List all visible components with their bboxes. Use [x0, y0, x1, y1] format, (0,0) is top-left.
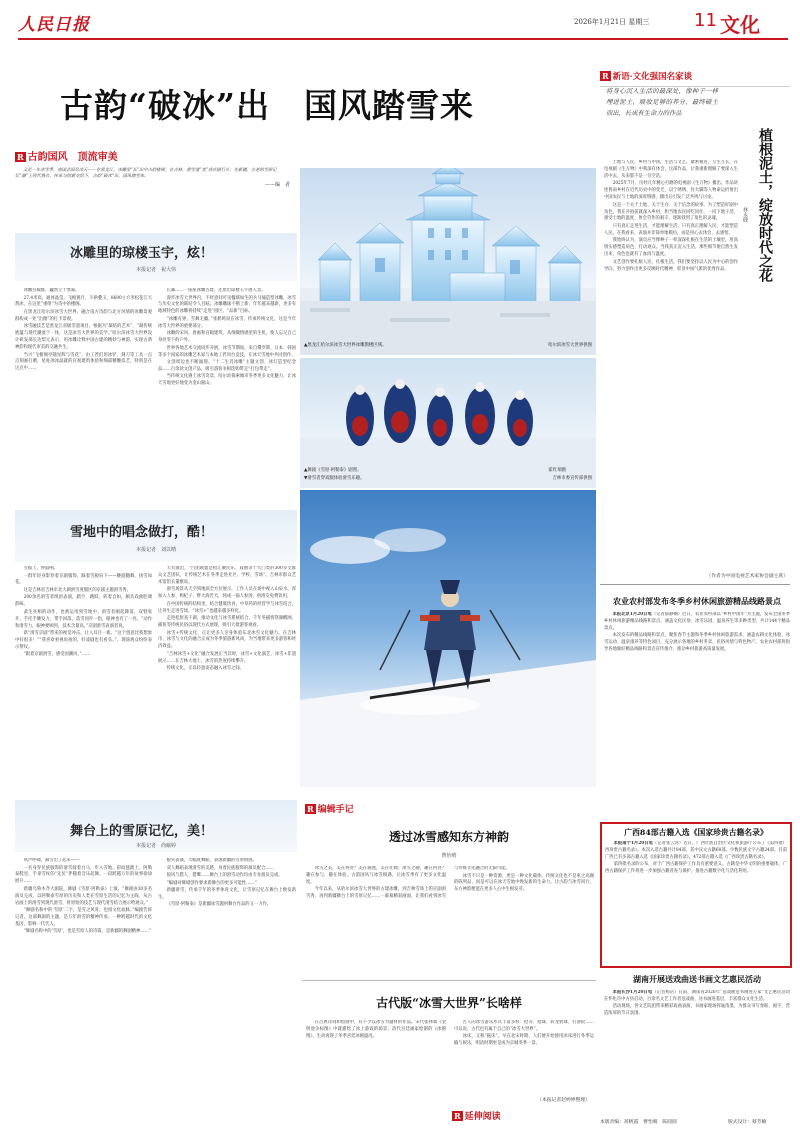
triangle-down-icon: ▼ — [304, 476, 308, 481]
opinion-header: R 新语·文化强国名家谈 — [600, 64, 790, 87]
article4-body: 在古典诗词和绘画中，有不少以冰雪为题材的作品。宋代张择端《金明池争标图》中就描绘了冰上游戏的场景；清代宫廷画家绘制的《冰嬉图》，生动再现了冬季宫廷冰嬉盛况。 古人的冰雪游乐形式丰富多样：抢等、抢球、转龙射球、打滑挞……可以说，古代也有属于自己的“冰雪大世界”。 冰床，又称“拖床”。早在北宋时期，人们便开始使用冰床进行冬季运输与娱乐，明清时期更是成为京城冬季一景。 — [306, 1020, 594, 1047]
article2-col1: 雪披上，锣鼓响。 一群年轻身影穿着京剧服饰，踩着雪板肩下——腰旋翻舞，扬雪如花。 这是吉林省吉林市北大湖滑雪度假区的京剧主题滑雪秀。 200余名滑雪者组团表演，踏空、跳跃、转着自如，颇具戏曲腔调韵味。 武生亮相的动作，也被运用到雪地中。滑雪者刚起降落，双臂张开，手托手腰发力，带手回落，落雪同步一指，眼神也有了一亮。“动作和滑雪力，眼神要顾到，技术含量高。”京剧滑雪表演者说。 新“滑雪京剧”带来的视觉冲击，让人耳目一新。“这个创意比我想象中好很多！”“我喜欢看视角拍的，好戏剧也有看头。”，现场观众纷纷表示赞叹。 “跟着京剧滑雪，感受国潮风，”…… — [15, 566, 152, 658]
editorial-title: 透过冰雪感知东方神韵 — [388, 830, 509, 844]
news1-body: 本报北京1月20日电（记者郁静娴）近日，农业农村部以“乡村中国年”为主题，发布全国冬季乡村休闲旅游精品线路和景点，涵盖文化民俗、冰雪乐园、温泉养生等多种类型，共计144个精品景点。 本次发布的精品线路和景点，聚焦春节主题和冬季乡村休闲旅游需求，涵盖农耕文化体验、冰雪运动、温泉康养等特色项目，充分展示各地的乡村冬景、民俗风情与特色物产。农业农村部将指导各地做好精品线路和景点宣传推介，推动乡村旅游高质量发展。 — [604, 612, 790, 653]
article3-byline: 本报记者 尚喻婷 — [135, 843, 176, 849]
news3-title: 湖南开展送戏曲送书画文艺惠民活动 — [633, 974, 761, 984]
masthead — [18, 8, 788, 40]
article1-title: 冰雕里的琼楼玉宇，炫！ — [70, 246, 214, 261]
divider — [302, 980, 596, 981]
article1-header — [15, 233, 297, 281]
article1-byline: 本报记者 祝大伟 — [135, 267, 176, 273]
news3-body: 本报长沙1月20日电（记者杨洁）日前，湖南省2026年“送戏曲送书画进万家”文艺惠民活动在怀化市中方县启动，百余名文艺工作者送戏曲、送书画进基层，丰富群众文化生活。 活动现场，各文艺院团带来精彩戏曲表演，书画家现场挥毫泼墨，为群众书写春联、福字，营造浓厚的节日氛围。 — [604, 990, 790, 1017]
article3-col2: 板夹表演，大幅度舞蹈，表现新疆的雪原情感。 双人舞蹈表现滑雪的美感，身着民族服饰的演员配合…… 狼风与猎人、猎鹰……舞台上的滑雪动作均由专业演员完成。 “编剧对舞剧创作要求新舞台的更多可能性……” 新疆滑雪，传承千年的冬季体育文化，让雪原记忆在舞台上焕发新生。 《雪原·阿勒泰》是新疆冰雪题材舞台作品的又一力作。 — [158, 858, 296, 908]
photo2-credit-1: 霍红瑞摄 — [548, 468, 566, 473]
article2-header — [15, 510, 297, 562]
r-mark-icon: R — [602, 71, 609, 81]
photo2-caption-2: ▼滑雪者穿戏服体验滑雪乐趣。 — [304, 476, 365, 481]
editorial-label: R 编辑手记 — [307, 804, 354, 815]
intro-editor: ——编 者 — [264, 182, 290, 189]
triangle-icon: ▲ — [304, 468, 308, 473]
news2-box: 广西84部古籍入选《国家珍贵古籍名录》 本报南宁1月20日电（记者张云河）近日，广西壮族自治区文化和旅游厅公布了《第四批广西珍贵古籍名录》。本次入选古籍共计84部，其中汉文古籍60部，少数民族文字古籍24部。目前广西已有多部古籍入选《国家珍贵古籍名录》，472部古籍入选《广西珍贵古籍名录》。 第四批名录的公布，对于广西古籍保护工作具有重要意义。古籍是中华文明的重要载体，广西古籍保护工作将进一步加强古籍普查与保护，推进古籍数字化与活化利用。 — [600, 822, 792, 968]
issue-date: 2026年1月21日 星期三 — [574, 18, 650, 26]
photo2-credit-2: 吉林市委宣传部供图 — [552, 476, 592, 481]
intro-block — [15, 168, 290, 189]
newspaper-logo: 人民日报 — [18, 15, 90, 35]
main-headline: 古韵“破冰”出 国风踏雪来 — [60, 86, 474, 125]
article2-col2: 天有演出，“百团联盟是指汇聚民乐、戏曲等十大门类的300多文群众文艺团队，让传统艺术在冬季走进社区、学校、雪场”。吉林市群众艺术馆馆长董猷说。 滑雪场景从天空到地面全方位展示，工作人员在场中视入山泉水，浑加入人参、枸杞子、胖大海若犬，炖成一锅人参汤，供滑友免费饮用。 在中国传统的结构里，结合健康饮食，中草药的经营学与冰雪结合，让养生走进雪场，“冰雪+”也越来越多样化。 走进松原查干湖，推动文化与冰雪系统结合，千年冬捕将祭湖醒网、捕鱼等传统民俗以现代方式展现，吸引大批游客观看。 冰雪+传统文化，正让更多人亲身体验东北冰雪文化魅力。在吉林市，冰雪与文化的融合正成为冬季旅游新风尚，为当地带来更多游客和经济效益。 “吉林冰雪+文化”融合发展正当其时，冰雪+文化演艺、冰雪+非遗展示……在吉林大地上，冰雪的热度持续攀升。 传统文化，正以轻盈姿态融入冰雪之间。 — [158, 566, 296, 672]
divider — [600, 584, 790, 585]
editorial-author: 曹怡晴 — [441, 853, 457, 859]
news2-title: 广西84部古籍入选《国家珍贵古籍名录》 — [624, 828, 768, 837]
intro-text: 又是一年冰雪季，南国北国尽冰天——在黑龙江，冰雕里“长”出中古韵楼阁；在吉林，滑雪道“变”成京剧行头；在新疆，古老的雪原记忆“融”上现代舞台。传承与创新交织下，古韵“破冰”出，国风踏雪来。 — [15, 168, 277, 180]
section-name: 文化 — [720, 13, 760, 37]
photo2-caption-1: ▲舞剧《雪原·阿勒泰》剧照。 — [304, 468, 362, 473]
article3-header — [15, 800, 297, 852]
photo-ice-castle — [300, 168, 596, 355]
r-mark-icon: R — [307, 804, 314, 814]
article2-byline: 本报记者 刘以晴 — [135, 547, 176, 553]
editorial-body: 冰雪之美，美在何处？美在剔透，美在壮阔；冰雪之趣，趣在何处？趣在参与，趣在体验。古韵国风与冰雪相遇，让冰雪季有了更多文化温度。 今年以来，从哈尔滨冰雪大世界的古建冰雕，到吉林雪场上的京剧滑雪秀，再到新疆舞台上的雪原记忆……一幕幕精彩画面，让我们看到冰雪与传统文化融合的无限可能。 冰雪不只是一种资源，更是一种文化载体。传统文化也不是束之高阁的陈列品，而是可以在冰天雪地中焕发新的生命力。让古韵与冰雪同行，东方神韵便能在更多人心中生根发芽。 — [306, 866, 594, 900]
article1-col2: 长廊……一座座冰雕古建，还原出琼楼玉宇感人景。 漫步冰雪大世界内，不经意间可见楹联如生的兵马俑造型冰雕，冰雪与历史文化的联结令人目眩。冰雕雕琢不断上新，年年越来越新，更多有地域特色的冰雕将持续“走进”园区，“品新”目标。 “冰雕有界，雪舞无疆。”张鹤鸣说在冰雪，传承传统文化，这是今年冰雪大世界的重要部分。 冰雕的宋风、唐画和宫殿建筑，从细微情感里的生机，使人忘记自己身处零下的户外。 世界各地艺术交流同步开展，冰雪节期间，来自俄罗斯、日本、韩国等多个国家的冰雕艺术家与本地工匠同台竞技，在冰天雪地中共同创作。 文创周边也不断涌现。“十二生肖冰雕”主题文创、冰灯造型纪念品……百余款文创产品，吸引游客争相选购带走“打包带走”。 当传统文化遇上冰雪奇景，哈尔滨探索城市冬季更多文化魅力，让冰天雪地更好地变为金山银山。 — [158, 288, 296, 387]
article1-col1: 冰雕宫殿群，巍然立于寒幕。 27.4米高，通体晶莹。飞檐挑月，斗拱叠玉，8600立方米松花江天然冰，在这里“重组”为诗中的楼阁。 在黑龙江哈尔滨冰雪大世界，融合南方诗韵与北方风情的冰雕景观群构成一处“出圈”的打卡景观。 冰雪融技艺是黑龙江省级非遗项目。根据为“凝结的艺术”，“凝传统底蕴与现代潮流于一体，这是冰雪大世界的美学。”哈尔滨冰雪大世界设计研发部长达梨元表示，用冰雕诠释中国古建的精妙与神韵，实现古典神韵和现代审美的交融共生。 当兴“飞檐阁亭随星辉与雪花”，由工匠们用冰铲、刻刀等工具一点点刻画打磨，星柱冰冰晶就的宫观建筑体验和细部精雕技艺，特别是在这点中…… — [15, 288, 152, 372]
opinion-body: 土地与人民，乡村与中国，生活与文艺，紧密相连，互生互长。在电视剧《生万物》中我深有体会，这部作品，让我重新理解了要深入生活中去，从来都不是一句空话。 2025年7月，历经几年精心打磨的电视剧《生万物》播出。作品讲述鲁南乡村在近代历史中的变迁，以宁绣绣、封大脚等人物命运折射出中国农民与土地的深厚情感，播出后引发广泛共鸣与讨论。 这是一个关于土地、关于生存、关于信念的故事。为了塑造好剧中角色，我在开拍前就深入乡村，和当地农民同吃同住，一同下地干活，感受土地的温度、体会劳作的艰辛，逐渐找到了角色的灵魂。 只有真正走进生活，才能理解生活；只有真正理解人民，才能塑造人民。在我看来，表演并非简单地模仿，而是用心去体会、去感悟。 我始终认为，演员应当像种子一样深深扎根在生活的土壤里，用真情实感塑造角色、打动观众。当我真正沉入生活，那些细节便自然生发出来，角色也就有了血肉与温度。 文艺创作要扎根人民、扎根生活。我们要坚持以人民为中心的创作导向，努力创作出更多反映时代精神、彰显中国气派的优秀作品。 — [604, 160, 738, 272]
ice-castle-illustration — [300, 168, 596, 355]
opinion-pull-quote: 将身心沉入生活的最深处，像种子一样埋进泥土，吸收足够的养分，最终破土而出，长成有生命力的作品 — [606, 88, 718, 117]
photo-skier — [300, 490, 596, 787]
column-label: R 古韵国风 顶流审美 — [17, 152, 118, 163]
extended-reading-label: R 延伸阅读 — [454, 1111, 501, 1122]
article3-col1: 风声呼啸，踩雪出了起来—— 一名身穿民族服饰的滑雪骑着白马，步入雪地。彩纹毯踏上，阿勒泰鞋里，手拿雪杖的“先民”伴随着音乐起舞。一段跨越万年的故事徐徐展开…… 新疆乌鲁木齐大剧院，舞剧《雪原·阿勒泰》上演，“舞剧由30多名演员完成，以阿勒泰雪原的历史和人类在雪原生活的记忆为主线，从古岩画上的滑雪到现代滑雪，将原始的技艺与现代滑雪结合展示给观众。” “舞剧名称中的‘雪原’二字，是雪之风骨，也指文化血脉。”编剧告诉记者，这部舞剧的主题，是万年滑雪的精神传承，一种跨越时代的文化基因，影响一代代人。 “舞剧名称中的‘雪原’，也是雪原人的诗篇，是新疆的舞剧精神……” — [15, 858, 152, 935]
article4-title: 古代版“冰雪大世界”长啥样 — [376, 996, 522, 1010]
footer-editors: 本版责编：蒋帆霞 曹怡晴 陈圆圆 — [600, 1120, 677, 1125]
photo1-caption: ▲黑龙江哈尔滨冰雪大世界冰雕鹊楼区域。 — [304, 343, 387, 348]
article4-note: （本报记者赵婷婷整理） — [537, 1098, 590, 1103]
news1-title: 农业农村部发布冬季乡村休闲旅游精品线路景点 — [613, 596, 781, 606]
photo1-credit: 哈尔滨冰雪大世界供图 — [548, 343, 592, 348]
page-number: 11 — [694, 10, 717, 31]
skier-illustration — [300, 490, 596, 787]
footer-design: 版式设计：蔡芳楠 — [728, 1120, 767, 1125]
opinion-author-note: （作者为中国电视艺术家协会副主席） — [706, 574, 788, 579]
r-mark-icon: R — [454, 1111, 461, 1121]
opinion-author: 林永健 — [742, 207, 748, 222]
r-mark-icon: R — [17, 152, 24, 162]
article2-title: 雪地中的唱念做打，酷！ — [70, 525, 214, 540]
triangle-icon: ▲ — [304, 343, 308, 348]
opinion-title: 植根泥土，绽放时代之花 — [757, 128, 773, 282]
article3-title: 舞台上的雪原记忆，美！ — [70, 824, 214, 839]
photo-dance-stage — [300, 358, 596, 488]
